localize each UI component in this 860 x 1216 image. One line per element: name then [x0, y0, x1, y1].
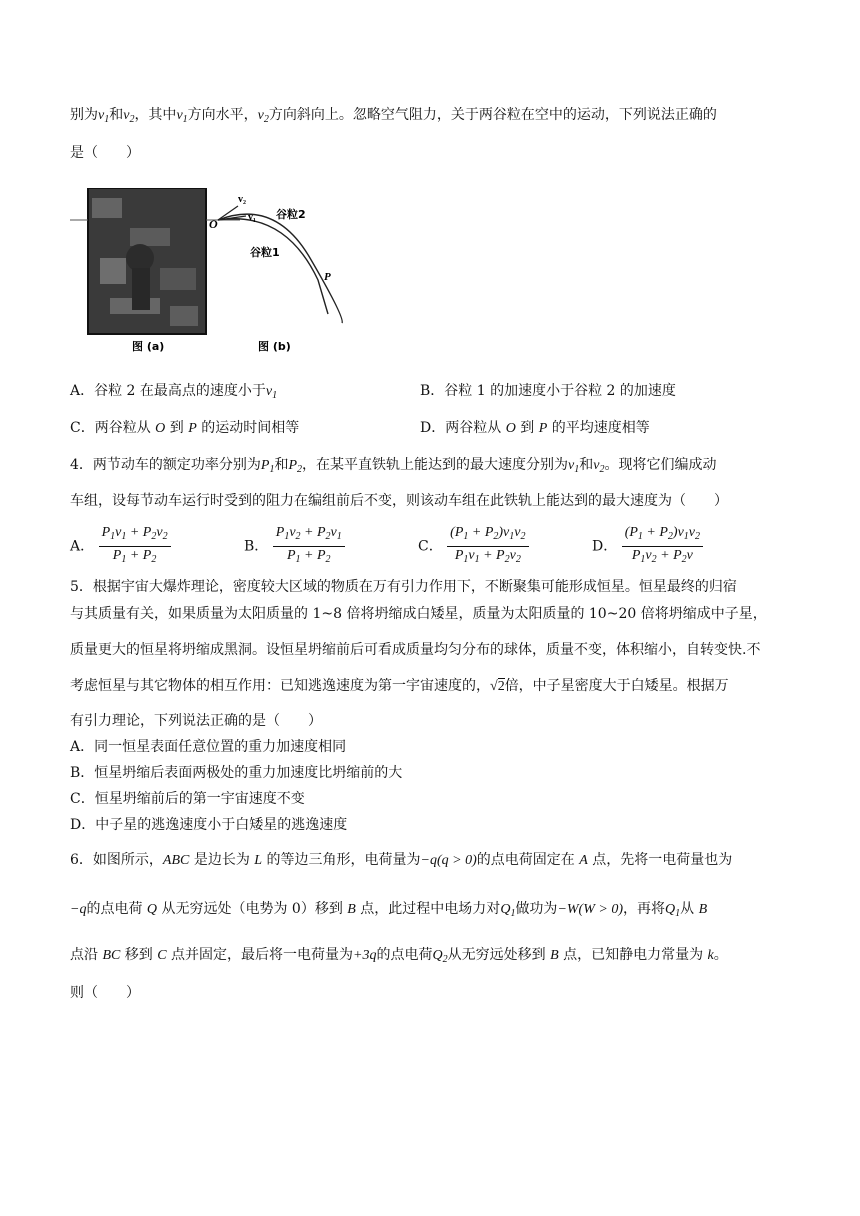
q6-line1 [70, 849, 792, 872]
q1-symbol: $Q_1$ [500, 902, 516, 919]
q6-line4: 则（ ） [70, 985, 140, 1001]
text: B [698, 902, 708, 917]
v1-symbol: $v_1$ [176, 108, 188, 125]
text: P [188, 421, 197, 436]
q4-option-c [418, 524, 529, 569]
curve-2-label: 谷粒2 [276, 208, 306, 221]
text: 和 [579, 457, 594, 473]
text: 点沿 [70, 947, 103, 963]
text: 到 [165, 420, 189, 436]
q6-line2 [70, 898, 792, 925]
text: 6．如图所示， [70, 852, 163, 868]
formula-d: $\frac{(P_1 + P_2)v_1v_2}{P_1v_2 + P_2v}$ [622, 524, 703, 569]
text: B． [244, 538, 269, 555]
text: BC [102, 948, 121, 963]
work-expression: −W(W > 0) [557, 902, 623, 917]
q5-line5: 有引力理论，下列说法正确的是（ ） [70, 713, 322, 729]
formula-c: $\frac{(P_1 + P_2)v_1v_2}{P_1v_1 + P_2v_2}$ [447, 524, 528, 569]
text: D．两谷粒从 [420, 420, 506, 436]
text: 从 [680, 901, 699, 917]
label-fig-b: 图 (b) [258, 340, 291, 353]
q3-option-c [70, 417, 299, 440]
trajectory-grain-1 [218, 219, 328, 314]
text: 的运动时间相等 [196, 420, 300, 436]
charge-expression: −q(q > 0) [420, 853, 477, 868]
charge-3q: +3q [353, 948, 377, 963]
formula-b: $\frac{P_1v_2 + P_2v_1}{P_1 + P_2}$ [273, 524, 345, 569]
charge-neg-q: −q [70, 902, 87, 917]
point-o-label: O [209, 217, 218, 231]
q3-option-a [70, 380, 277, 407]
text: D． [592, 538, 618, 555]
label-fig-a: 图 (a) [132, 340, 165, 353]
q5-line4 [70, 675, 792, 698]
curve-1-label: 谷粒1 [250, 246, 280, 259]
q5-option-d: D．中子星的逃逸速度小于白矮星的逃逸速度 [70, 817, 348, 833]
text: 移到 [120, 947, 158, 963]
v2-symbol: $v_2$ [123, 108, 135, 125]
q5-line1: 5．根据宇宙大爆炸理论，密度较大区域的物质在万有引力作用下，不断聚集可能形成恒星。恒星最终的归宿 [70, 579, 737, 595]
text: C [157, 948, 167, 963]
text: 。现将它们编成动 [604, 457, 717, 473]
q4-option-b [244, 524, 345, 569]
v2-label: v₂ [238, 194, 246, 205]
q1-symbol: $Q_1$ [664, 902, 681, 919]
text: B [347, 902, 356, 917]
sqrt-symbol: √2 [490, 679, 505, 694]
text: Q [146, 902, 158, 917]
text: 点，先将一电荷量也为 [587, 852, 733, 868]
text: 和 [274, 457, 289, 473]
text: C． [418, 538, 443, 555]
q3-option-d [420, 417, 650, 440]
text: 从无穷远处移到 [447, 947, 551, 963]
text: k [707, 948, 714, 963]
q6-line3 [70, 944, 792, 971]
q2-symbol: $Q_2$ [432, 948, 448, 965]
text: 方向水平， [187, 107, 258, 123]
q4-option-a [70, 524, 171, 569]
p2-symbol: $P_2$ [288, 458, 303, 475]
q3-option-b: B．谷粒 1 的加速度小于谷粒 2 的加速度 [420, 383, 676, 399]
text: 的点电荷 [376, 947, 433, 963]
q3-stem-line1 [70, 104, 792, 131]
v1-symbol: $v_1$ [265, 384, 278, 401]
text: O [155, 421, 166, 436]
trajectory-grain-2 [218, 214, 342, 323]
text: A． [70, 538, 95, 555]
text: 点并固定，最后将一电荷量为 [166, 947, 354, 963]
q3-figure [70, 188, 370, 360]
text: 点，此过程中电场力对 [355, 901, 501, 917]
q5-option-a: A．同一恒星表面任意位置的重力加速度相同 [70, 739, 347, 755]
text: 别为 [70, 107, 98, 123]
text: 从无穷远处（电势为 0）移到 [157, 901, 348, 917]
p1-symbol: $P_1$ [260, 458, 275, 475]
text: 点，已知静电力常量为 [558, 947, 708, 963]
text: 到 [515, 420, 539, 436]
point-p-label: P [324, 271, 331, 283]
text: 做功为 [515, 901, 558, 917]
q5-option-c: C．恒星坍缩前后的第一宇宙速度不变 [70, 791, 305, 807]
text: L [254, 853, 263, 868]
text: 的等边三角形，电荷量为 [262, 852, 421, 868]
text: ，在某平直铁轨上能达到的最大速度分别为 [302, 457, 569, 473]
text: C．两谷粒从 [70, 420, 156, 436]
text: 是边长为 [189, 852, 255, 868]
v2-symbol: $v_2$ [257, 108, 269, 125]
text: A．谷粒 2 在最高点的速度小于 [70, 383, 266, 399]
text: 方向斜向上。忽略空气阻力，关于两谷粒在空中的运动，下列说法正确的 [268, 107, 717, 123]
text: P [538, 421, 548, 436]
v1-label: v₁ [248, 212, 256, 223]
v2-symbol: $v_2$ [593, 458, 605, 475]
text: 的点电荷固定在 [476, 852, 580, 868]
text: ，再将 [622, 901, 665, 917]
q4-option-d [592, 524, 703, 569]
text: ABC [162, 853, 190, 868]
text: 。 [713, 947, 728, 963]
text: 的点电荷 [86, 901, 147, 917]
figure-svg [70, 188, 370, 360]
text: O [505, 421, 516, 436]
text: 考虑恒星与其它物体的相互作用：已知逃逸速度为第一宇宙速度的， [70, 678, 490, 694]
text: 2 [497, 679, 505, 694]
q5-line3: 质量更大的恒星将坍缩成黑洞。设恒星坍缩前后可看成质量均匀分布的球体，质量不变，体积缩小，自转变快.不 [70, 642, 761, 658]
text: 和 [109, 107, 124, 123]
q4-line2: 车组，设每节动车运行时受到的阻力在编组前后不变，则该动车组在此铁轨上能达到的最大速度为（ ） [70, 493, 728, 509]
text: 4．两节动车的额定功率分别为 [70, 457, 261, 473]
q5-line2: 与其质量有关，如果质量为太阳质量的 1~8 倍将坍缩成白矮星，质量为太阳质量的 10~20 倍将坍缩成中子星， [70, 606, 767, 622]
q4-line1 [70, 454, 792, 481]
text: 的平均速度相等 [547, 420, 650, 436]
text: A [579, 853, 588, 868]
v1-symbol: $v_1$ [98, 108, 110, 125]
q3-stem-line2: 是（ ） [70, 145, 140, 161]
v1-symbol: $v_1$ [568, 458, 580, 475]
text: B [550, 948, 559, 963]
formula-a: $\frac{P_1v_1 + P_2v_2}{P_1 + P_2}$ [99, 524, 171, 569]
q5-option-b: B．恒星坍缩后表面两极处的重力加速度比坍缩前的大 [70, 765, 403, 781]
text: ，其中 [134, 107, 177, 123]
text: 倍，中子星密度大于白矮星。根据万 [504, 678, 729, 694]
